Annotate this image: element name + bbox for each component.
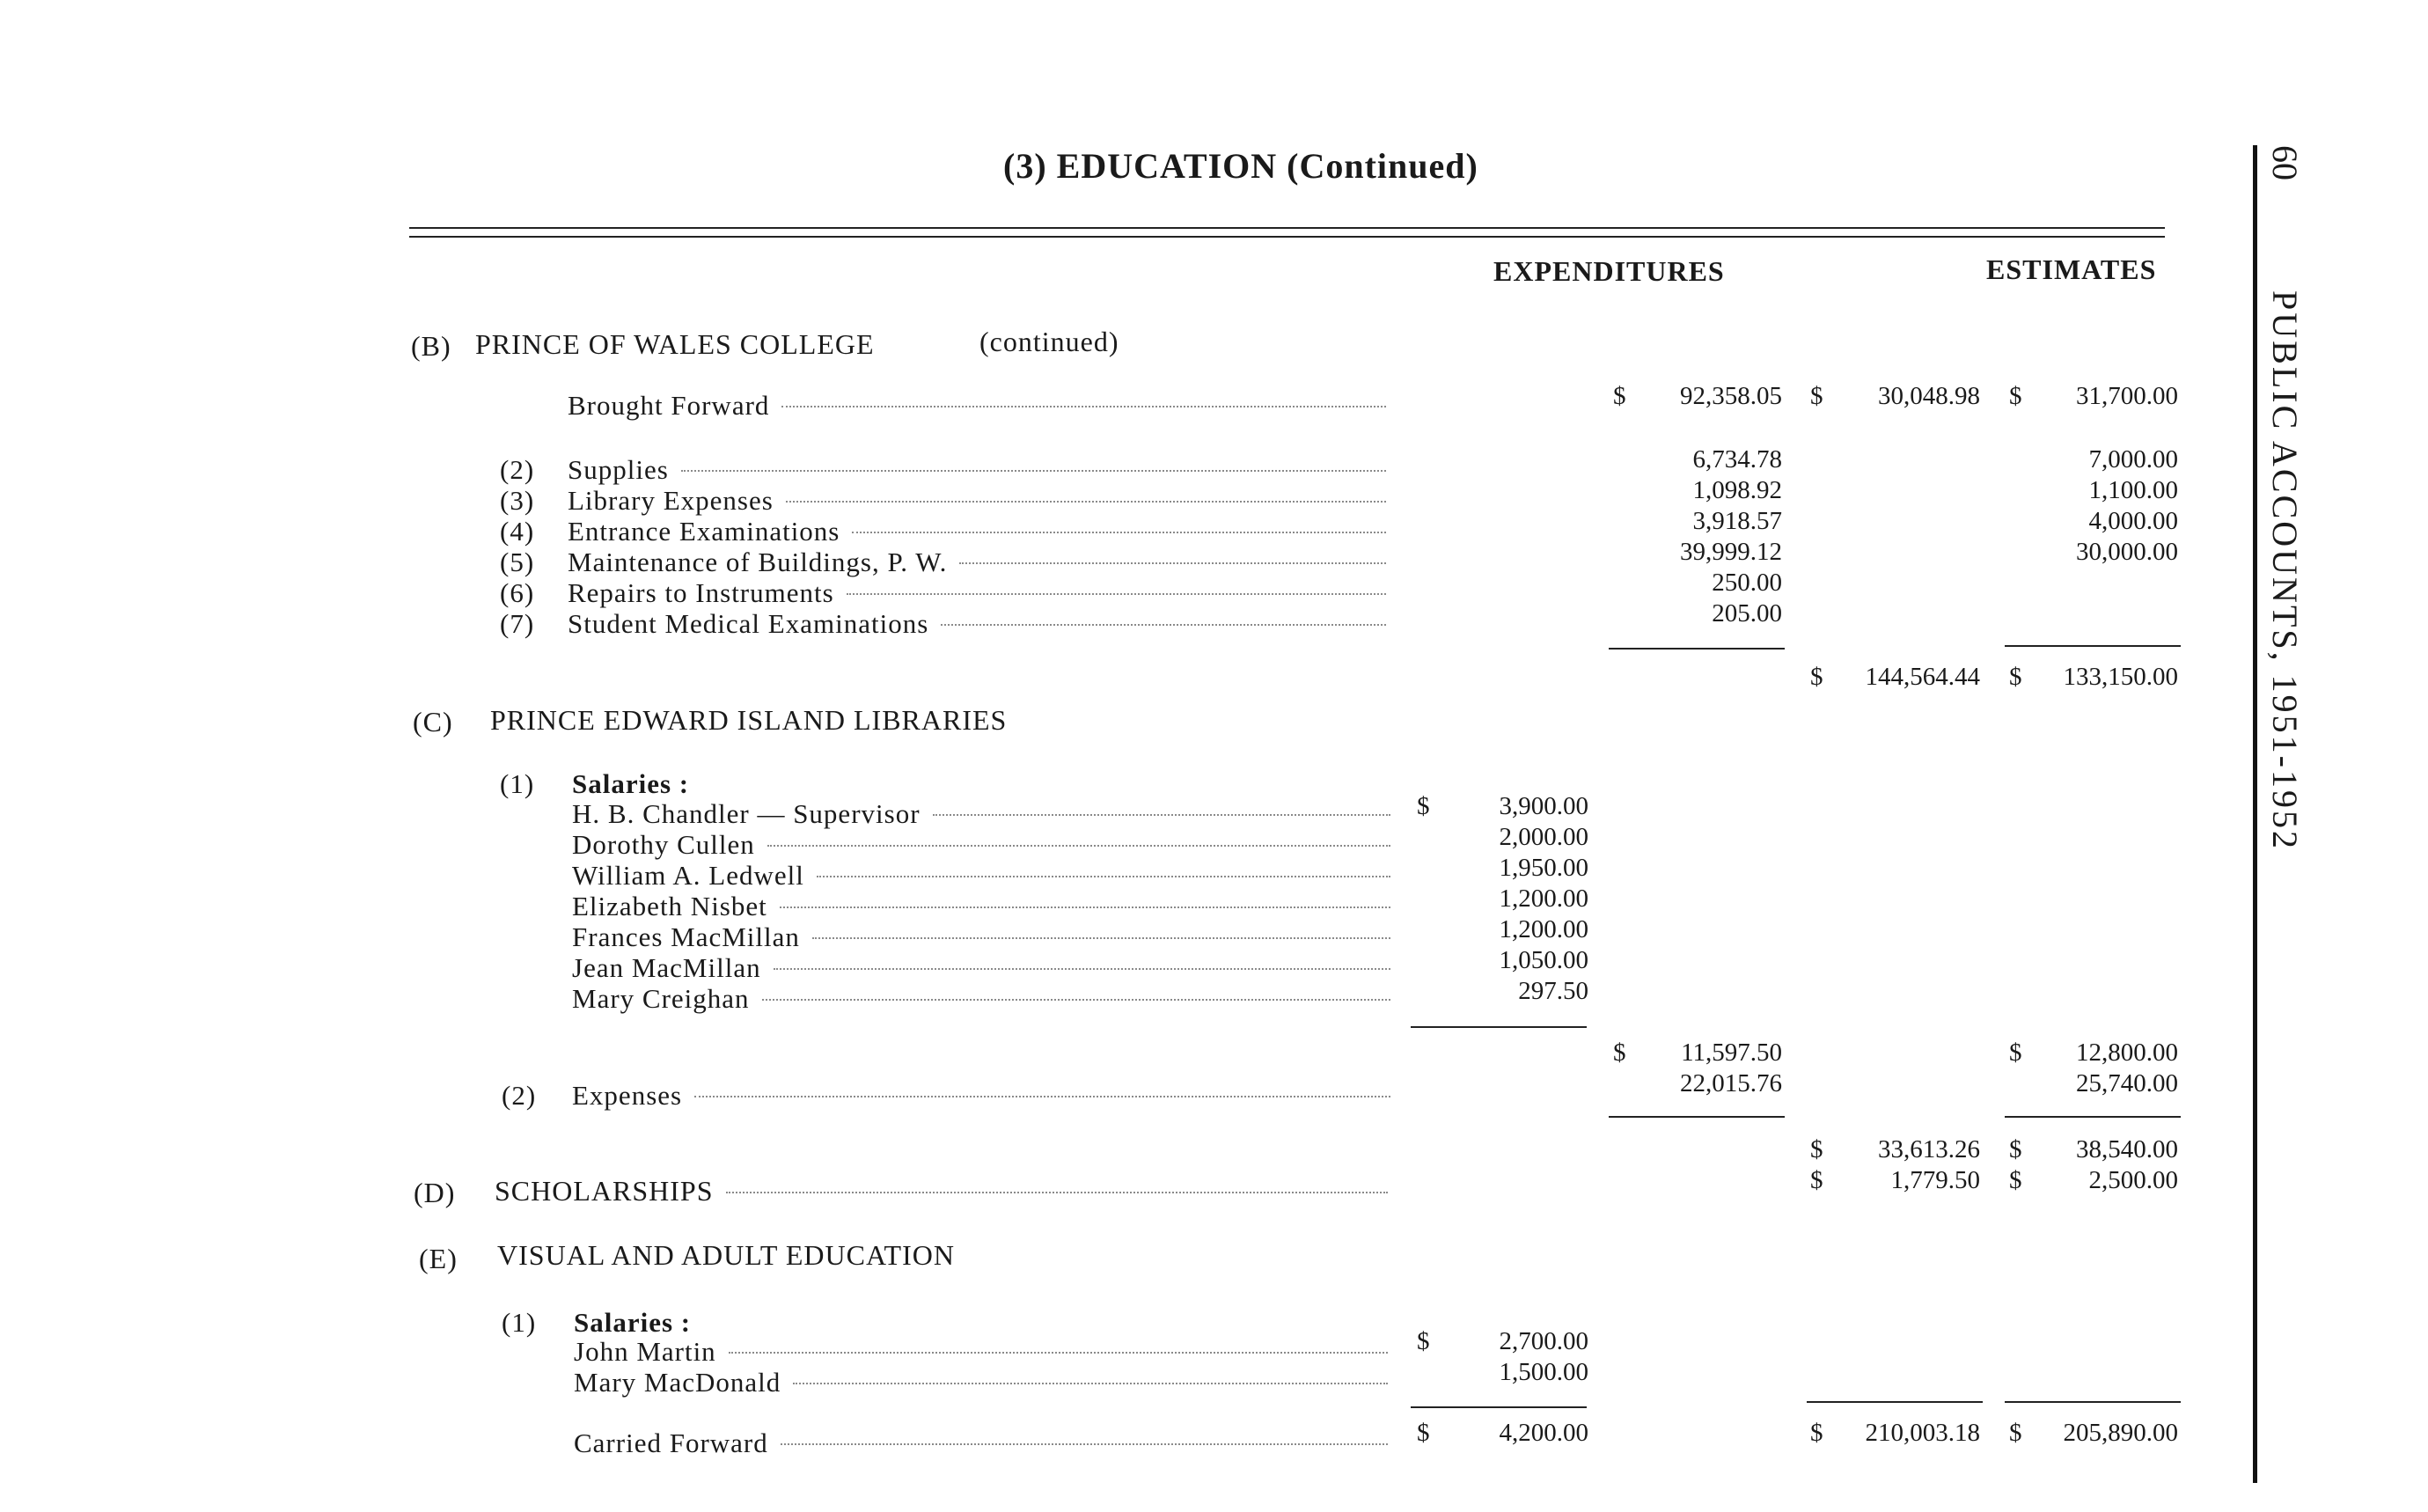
dollar-sign: $ — [2009, 1166, 2022, 1194]
b-item-label: Maintenance of Buildings, P. W. — [568, 547, 948, 577]
header-rule-bottom — [409, 236, 2165, 238]
b-item-num: (4) — [500, 516, 535, 547]
b-item-estimate: 7,000.00 — [2088, 445, 2178, 473]
b-item-label: Library Expenses — [568, 485, 774, 516]
section-b-note: (continued) — [979, 326, 1119, 357]
c-salary-row — [572, 952, 1390, 984]
header-rule-top — [409, 227, 2165, 229]
dot-leader — [959, 562, 1386, 564]
b-item-num: (3) — [500, 485, 535, 516]
c-expenses-row — [572, 1080, 1390, 1112]
dot-leader — [781, 406, 1386, 407]
b-item-num: (6) — [500, 577, 535, 608]
c-expenses-num: (2) — [502, 1080, 537, 1111]
salary-amount: 3,900.00 — [1499, 792, 1588, 820]
salary-amount: 2,000.00 — [1499, 823, 1588, 851]
dot-leader — [729, 1352, 1388, 1354]
dot-leader — [726, 1192, 1388, 1193]
c-salary-row — [572, 921, 1390, 953]
salary-name: Mary Creighan — [572, 983, 750, 1014]
salary-name: Jean MacMillan — [572, 952, 761, 983]
b-item-estimate: 1,100.00 — [2088, 476, 2178, 504]
salary-name: Mary MacDonald — [574, 1367, 781, 1398]
c-expenses-rule — [1609, 1116, 1785, 1118]
dot-leader — [762, 999, 1390, 1001]
b-item-amount: 1,098.92 — [1692, 476, 1782, 504]
b-item-label-row — [568, 547, 1386, 578]
c-total-amount: 33,613.26 — [1878, 1135, 1980, 1163]
section-d-row — [495, 1175, 1388, 1207]
salary-name: William A. Ledwell — [572, 860, 804, 891]
b-item-amount: 205.00 — [1712, 599, 1782, 628]
b-item-amount: 3,918.57 — [1692, 507, 1782, 535]
e-total-rule — [1807, 1401, 1983, 1403]
salary-amount: 1,500.00 — [1499, 1358, 1588, 1386]
e-estimate-rule — [2005, 1401, 2181, 1403]
b-item-label: Student Medical Examinations — [568, 608, 929, 639]
c-expenses-estimate: 25,740.00 — [2076, 1069, 2178, 1097]
section-c-code: (C) — [413, 706, 453, 738]
e-salaries-rule — [1411, 1406, 1587, 1408]
c-salary-row — [572, 829, 1390, 861]
b-estimate-rule — [2005, 645, 2181, 647]
dot-leader — [774, 968, 1390, 970]
b-item-label-row — [568, 485, 1386, 517]
dot-leader — [681, 470, 1386, 472]
dollar-sign: $ — [1417, 1419, 1430, 1447]
dot-leader — [852, 532, 1386, 533]
salary-amount: 1,950.00 — [1499, 854, 1588, 882]
c-salary-row — [572, 860, 1390, 892]
c-salaries-num: (1) — [500, 768, 535, 799]
b-item-label-row — [568, 454, 1386, 486]
expenditures-header: EXPENDITURES — [1493, 255, 1725, 287]
dollar-sign: $ — [2009, 1135, 2022, 1163]
b-item-estimate: 30,000.00 — [2076, 538, 2178, 566]
salary-name: Frances MacMillan — [572, 921, 800, 952]
estimates-header: ESTIMATES — [1986, 253, 2157, 285]
b-item-label-row — [568, 516, 1386, 547]
salary-name: Dorothy Cullen — [572, 829, 755, 860]
b-item-amount: 250.00 — [1712, 569, 1782, 597]
dollar-sign: $ — [2009, 1419, 2022, 1447]
carried-forward-label: Carried Forward — [574, 1428, 768, 1458]
c-estimate-rule — [2005, 1116, 2181, 1118]
dot-leader — [941, 624, 1386, 626]
section-b-code: (B) — [411, 330, 451, 362]
dot-leader — [786, 501, 1386, 503]
page-number: 60 — [2265, 145, 2305, 180]
dollar-sign: $ — [1417, 1327, 1430, 1355]
d-total-estimate: 2,500.00 — [2088, 1166, 2178, 1194]
brought-forward-label: Brought Forward — [568, 390, 770, 421]
b-item-num: (2) — [500, 454, 535, 485]
c-salary-row — [572, 798, 1390, 830]
salary-amount: 297.50 — [1518, 977, 1588, 1005]
right-margin-rule — [2253, 145, 2257, 1483]
brought-forward-amount-b: 30,048.98 — [1878, 382, 1980, 410]
salary-name: H. B. Chandler — Supervisor — [572, 798, 921, 829]
salary-amount: 1,200.00 — [1499, 884, 1588, 913]
dot-leader — [780, 906, 1390, 908]
dot-leader — [817, 876, 1390, 877]
dot-leader — [694, 1096, 1390, 1097]
page-title: (3) EDUCATION (Continued) — [1003, 146, 1478, 186]
b-item-label-row — [568, 577, 1386, 609]
c-salaries-subtotal: 11,597.50 — [1681, 1039, 1782, 1067]
c-total-estimate: 38,540.00 — [2076, 1135, 2178, 1163]
dollar-sign: $ — [1810, 382, 1823, 410]
brought-forward-row — [568, 390, 1386, 422]
dot-leader — [847, 593, 1386, 595]
c-salaries-title: Salaries : — [572, 768, 690, 799]
b-item-num: (5) — [500, 547, 535, 577]
dot-leader — [781, 1443, 1388, 1445]
b-total-estimate: 133,150.00 — [2063, 663, 2178, 691]
c-expenses-amount: 22,015.76 — [1680, 1069, 1782, 1097]
section-e-code: (E) — [419, 1243, 458, 1274]
c-salaries-estimate: 12,800.00 — [2076, 1039, 2178, 1067]
b-item-label: Repairs to Instruments — [568, 577, 834, 608]
brought-forward-estimate: 31,700.00 — [2076, 382, 2178, 410]
salary-amount: 2,700.00 — [1499, 1327, 1588, 1355]
b-item-label-row — [568, 608, 1386, 640]
carried-forward-amount: 4,200.00 — [1499, 1419, 1588, 1447]
b-total-amount: 144,564.44 — [1865, 663, 1980, 691]
salary-name: John Martin — [574, 1336, 716, 1367]
section-d-code: (D) — [414, 1177, 456, 1208]
e-salaries-num: (1) — [502, 1307, 537, 1338]
section-d-title: SCHOLARSHIPS — [495, 1175, 714, 1207]
b-item-label: Supplies — [568, 454, 669, 485]
b-subtotal-rule — [1609, 648, 1785, 650]
e-salary-row — [574, 1336, 1388, 1368]
brought-forward-amount-a: 92,358.05 — [1680, 382, 1782, 410]
c-salary-row — [572, 891, 1390, 922]
dollar-sign: $ — [1810, 1419, 1823, 1447]
c-expenses-label: Expenses — [572, 1080, 683, 1111]
c-salary-row — [572, 983, 1390, 1015]
b-item-estimate: 4,000.00 — [2088, 507, 2178, 535]
dollar-sign: $ — [2009, 382, 2022, 410]
e-salary-row — [574, 1367, 1388, 1398]
dot-leader — [793, 1383, 1388, 1384]
salary-amount: 1,200.00 — [1499, 915, 1588, 943]
dollar-sign: $ — [1613, 1039, 1626, 1067]
dollar-sign: $ — [2009, 663, 2022, 691]
dollar-sign: $ — [1810, 1135, 1823, 1163]
dot-leader — [812, 937, 1390, 939]
dollar-sign: $ — [1417, 792, 1430, 820]
dot-leader — [933, 814, 1390, 816]
b-item-amount: 39,999.12 — [1680, 538, 1782, 566]
section-e-title: VISUAL AND ADULT EDUCATION — [497, 1239, 955, 1271]
salary-amount: 1,050.00 — [1499, 946, 1588, 974]
dot-leader — [767, 845, 1390, 847]
side-running-title: PUBLIC ACCOUNTS, 1951-1952 — [2265, 290, 2305, 851]
section-c-title: PRINCE EDWARD ISLAND LIBRARIES — [490, 704, 1008, 736]
c-salaries-rule — [1411, 1026, 1587, 1028]
d-total-amount: 1,779.50 — [1890, 1166, 1980, 1194]
e-salaries-title: Salaries : — [574, 1307, 692, 1338]
salary-name: Elizabeth Nisbet — [572, 891, 767, 921]
dollar-sign: $ — [1810, 1166, 1823, 1194]
carried-forward-total: 210,003.18 — [1865, 1419, 1980, 1447]
dollar-sign: $ — [1810, 663, 1823, 691]
b-item-label: Entrance Examinations — [568, 516, 840, 547]
dollar-sign: $ — [1613, 382, 1626, 410]
dollar-sign: $ — [2009, 1039, 2022, 1067]
section-b-title: PRINCE OF WALES COLLEGE — [475, 328, 875, 360]
carried-forward-estimate: 205,890.00 — [2063, 1419, 2178, 1447]
b-item-amount: 6,734.78 — [1692, 445, 1782, 473]
b-item-num: (7) — [500, 608, 535, 639]
carried-forward-row — [574, 1428, 1388, 1459]
